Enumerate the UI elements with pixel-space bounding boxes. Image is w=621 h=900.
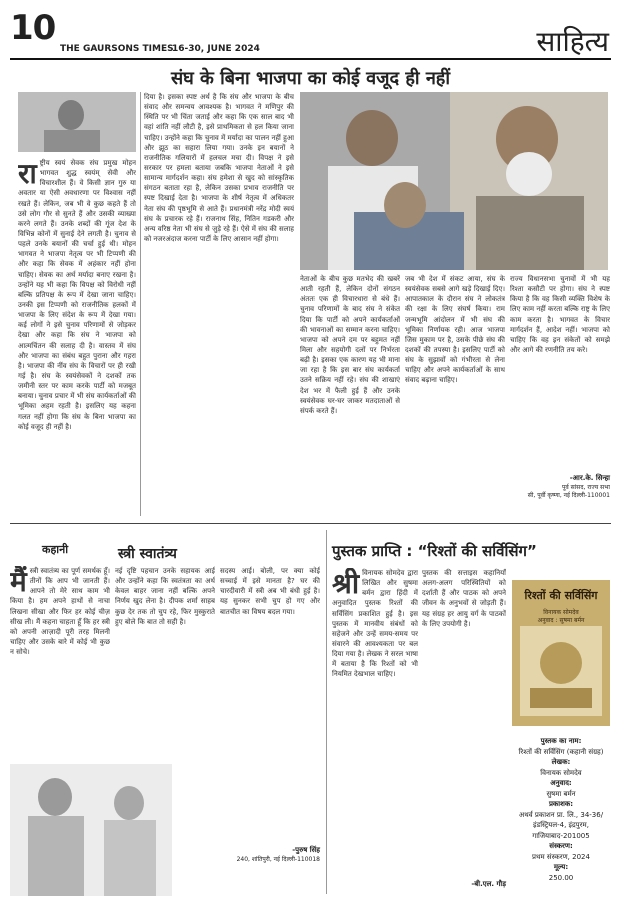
story-section-label: कहानी xyxy=(42,543,69,556)
header-rule xyxy=(10,58,611,60)
article-column-3 xyxy=(300,274,400,512)
book-info-publisher: अथर्व प्रकाशन प्रा. लि., 34-36/इंडस्ट्रियल-4, इंद्रपुरम, गाजियाबाद-201005 xyxy=(518,810,604,840)
article-text-4: जब भी देश में संकट आया, संघ के स्वयंसेवक सबसे आगे खड़े दिखाई दिए। आपातकाल के दौरान संघ ने लोकतंत्र की रक्षा के लिए संघर्ष किया। राम जन्मभूमि आंदोलन में भी संघ की भूमिका निर्णायक रही। आज भाजपा जिस मुकाम पर है, उसके पीछे संघ की दशकों की तपस्या है। इसलिए पार्टी को संघ के सुझावों को गंभीरता से लेना चाहिए और अपने कार्यकर्ताओं के साथ संवाद बढ़ाना चाहिए। xyxy=(405,275,505,385)
author-photo xyxy=(18,92,136,152)
book-cover xyxy=(512,580,610,726)
book-cover-translator: अनुवाद : सुषमा बर्मन xyxy=(537,617,585,624)
leaders-photo xyxy=(300,92,608,270)
article-text-2: दिया है। इसका स्पष्ट अर्थ है कि संघ और भाजपा के बीच संवाद और समन्वय आवश्यक है। भागवत ने मणिपुर की स्थिति पर भी चिंता जताई और कहा कि एक साल बाद भी वहां शांति नहीं लौटी है, इसे प्राथमिकता से हल किया जाना चाहिए। उन्होंने कहा कि चुनाव में मर्यादा का पालन नहीं हुआ और झूठ का सहारा लिया गया। उनके इन बयानों ने राजनीतिक गलियारों में हलचल मचा दी। विपक्ष ने इसे सरकार पर हमला बताया जबकि भाजपा नेताओं ने इसे सामान्य मार्गदर्शन कहा। संघ हमेशा से खुद को सांस्कृतिक संगठन बताता रहा है, लेकिन उसका प्रभाव राजनीति पर स्पष्ट दिखाई देता है। भाजपा के शीर्ष नेतृत्व में अधिकतर नेता संघ की पृष्ठभूमि से आते हैं। प्रधानमंत्री नरेंद्र मोदी स्वयं संघ के प्रचारक रहे हैं। राजनाथ सिंह, नितिन गडकरी और अन्य वरिष्ठ नेता भी संघ से जुड़े रहे हैं। ऐसे में संघ की सलाह को नजरअंदाज करना पार्टी के लिए आसान नहीं होगा। xyxy=(144,93,294,243)
book-text-1: विनायक सोमदेव द्वारा लिखित और सुषमा बर्मन द्वारा हिंदी में अनुवादित पुस्तक रिश्तों की सर्विसिंग प्रकाशित हुई है। इस पुस्तक में मानवीय संबंधों को सहेजने और उन्हें समय-समय पर संवारने की आवश्यकता पर बल दिया गया है। लेखक ने सरल भाषा में बताया है कि रिश्तों को भी नियमित देखभाल चाहिए। xyxy=(332,569,418,679)
book-info-price: 250.00 xyxy=(548,873,574,882)
article-byline xyxy=(510,474,610,499)
section-divider xyxy=(10,523,611,524)
book-info-title-label: पुस्तक का नाम: xyxy=(540,737,582,745)
story-text-2: नई दृष्टि पहचान उनके सहायक आई और उन्होंने कहा कि स्वतंत्रता का अर्थ केवल बाहर जाना नहीं बल्कि अपने निर्णय खुद लेना है। दीपक शर्मा साहब कुछ देर तक तो चुप रहे, फिर मुस्कुराते हुए बोले कि बात तो सही है। xyxy=(115,567,215,626)
book-heading: पुस्तक प्राप्ति : “रिश्तों की सर्विसिंग” xyxy=(332,542,537,560)
book-info-publisher-label: प्रकाशक: xyxy=(548,800,574,808)
article-column-1 xyxy=(18,158,136,512)
book-cover-art xyxy=(520,626,602,716)
paper-name: THE GAURSONS TIMES xyxy=(60,44,174,54)
book-info-author: विनायक सोमदेव xyxy=(540,768,582,777)
article-text-3: नेताओं के बीच कुछ मतभेद की खबरें आती रहती हैं, लेकिन दोनों संगठन अंततः एक ही विचारधारा से बंधे हैं। चुनाव परिणामों के बाद संघ ने संकेत दिया कि पार्टी को अपने कार्यकर्ताओं की भावनाओं का सम्मान करना चाहिए। भाजपा को अपने दम पर बहुमत नहीं मिला और सहयोगी दलों पर निर्भरता बढ़ी है। इसका एक कारण यह भी माना जा रहा है कि इस बार संघ कार्यकर्ता उतने सक्रिय नहीं रहे। संघ की शाखाएं देश भर में फैली हुई हैं और उनके स्वयंसेवक घर-घर जाकर मतदाताओं से संपर्क करते हैं। xyxy=(300,275,400,415)
story-illustration xyxy=(10,764,172,896)
story-text-1: स्त्री स्वातंत्र्य का पूर्ण समर्थक हूँ। तीनों कि आप भी जानती हैं। आपने तो मेरे साथ काम भी किया है। हम अपने हाथों से नाचा लिखना सीखा और फिर हर कोई चीज़ सीख ली। मैं कहना चाहता हूँ कि हर स्त्री को अपनी आज़ादी पूरी तरह मिलनी चाहिए और उसके बारे में कोई भी कुछ न सोचे। xyxy=(10,567,110,657)
issue-dates: 16-30, JUNE 2024 xyxy=(172,44,260,54)
story-title: स्त्री स्वातंत्र्य xyxy=(118,546,177,562)
article-column-5 xyxy=(510,274,610,470)
book-info-translator-label: अनुवाद: xyxy=(550,779,572,787)
article-column-4 xyxy=(405,274,505,512)
book-column-1 xyxy=(332,568,418,892)
book-text-2: पुस्तक की सत्ताइस कहानियाँ अलग-अलग परिस्थितियों को दर्शाती हैं और पाठक को अपने जीवन के अनुभवों से जोड़ती हैं। यह संग्रह हर आयु वर्ग के पाठकों के लिए उपयोगी है। xyxy=(422,569,506,628)
article-author-address: सी, पूर्वी कृष्णा, नई दिल्ली-110001 xyxy=(527,492,610,499)
page-header xyxy=(0,0,621,58)
book-info-edition: प्रथम संस्करण, 2024 xyxy=(532,852,590,861)
section-title: साहित्य xyxy=(536,25,609,58)
main-headline: संघ के बिना भाजपा का कोई वजूद ही नहीं xyxy=(170,68,451,89)
article-author: -आर.के. सिन्हा xyxy=(569,474,610,482)
book-column-2 xyxy=(422,568,506,876)
book-cover-title: रिश्तों की सर्विसिंग xyxy=(524,589,598,602)
story-byline xyxy=(220,846,320,863)
book-info-price-label: मूल्य: xyxy=(553,863,569,871)
book-info xyxy=(507,736,615,883)
page-number: 10 xyxy=(10,8,56,48)
book-info-author-label: लेखक: xyxy=(551,758,571,766)
story-author-address: 240, शांतिपुरी, नई दिल्ली-110018 xyxy=(236,856,320,863)
article-column-2 xyxy=(144,92,294,512)
story-column-1 xyxy=(10,566,110,758)
book-info-title: रिश्तों की सर्विसिंग (कहानी संग्रह) xyxy=(518,747,604,756)
article-author-role: पूर्व सांसद, राज्य सभा xyxy=(562,484,610,491)
book-dropcap: श्री xyxy=(332,568,360,600)
story-column-3 xyxy=(220,566,320,842)
article-dropcap: रा xyxy=(18,158,37,190)
book-divider xyxy=(326,530,327,894)
story-text-3: सदस्य आई। बोली, पर क्या कोई सच्चाई में इसे मानता है? घर की चारदीवारी में स्त्री अब भी बंधी हुई है। यह सुनकर सभी चुप हो गए और बातचीत का विषय बदल गया। xyxy=(220,567,320,616)
story-column-2 xyxy=(115,566,215,758)
book-info-translator: सुषमा बर्मन xyxy=(546,789,576,798)
column-divider xyxy=(140,92,141,516)
book-cover-author: विनायक सोमदेव xyxy=(543,609,579,616)
story-dropcap: मैं xyxy=(10,566,27,598)
book-credit: -बी.एल. गौड़ xyxy=(471,880,506,888)
story-author: -पुरुष सिंह xyxy=(292,846,320,854)
article-text-5: राज्य विधानसभा चुनावों में भी यह रिश्ता कसौटी पर होगा। संघ ने स्पष्ट किया है कि वह किसी व्यक्ति विशेष के लिए काम नहीं करता बल्कि राष्ट्र के लिए काम करता है। भागवत के विचार मार्गदर्शन हैं, आदेश नहीं। भाजपा को चाहिए कि वह इन संकेतों को समझे और आगे की रणनीति तय करे। xyxy=(510,275,610,354)
book-info-edition-label: संस्करण: xyxy=(549,842,573,850)
article-text-1: ष्ट्रीय स्वयं सेवक संघ प्रमुख मोहन भागवत शुद्ध स्वयंम् सेवी और विचारशील हैं। वे किसी ज्ञान गुरु या अवतार या ऐसी अवधारणा पर विश्वास नहीं रखते हैं। लेकिन, जब भी वे कुछ कहते हैं तो उसे लोग गौर से सुनते हैं और उसकी व्याख्या करने लगते हैं। उनके शब्दों की गूंज देश के विभिन्न कोनों में सुनाई देने लगती है। चुनाव से पहले उनके बयानों की चर्चा हुई थी। मोहन भागवत ने भाजपा नेतृत्व पर भी टिप्पणी की और कहा कि सेवक में अहंकार नहीं होना चाहिए। सेवक का अर्थ मर्यादा बनाए रखना है। उन्होंने यह भी कहा कि विपक्ष को विरोधी नहीं बल्कि प्रतिपक्ष के रूप में देखा जाना चाहिए। उनकी इस टिप्पणी को राजनीतिक हलकों में भाजपा के लिए संदेश के रूप में देखा गया। कई लोगों ने इसे चुनाव परिणामों से जोड़कर देखा और कहा कि संघ ने भाजपा को आत्मचिंतन की सलाह दी है। वास्तव में संघ और भाजपा का संबंध बहुत पुराना और गहरा है। भाजपा की नींव संघ के विचारों पर ही रखी गई है। संघ के स्वयंसेवकों ने दशकों तक जमीनी स्तर पर काम करके पार्टी को मजबूत बनाया। चुनाव प्रचार में भी संघ कार्यकर्ताओं की भूमिका अहम रहती है। इसलिए यह कहना गलत नहीं होगा कि संघ के बिना भाजपा का कोई वजूद ही नहीं है। xyxy=(18,159,136,431)
